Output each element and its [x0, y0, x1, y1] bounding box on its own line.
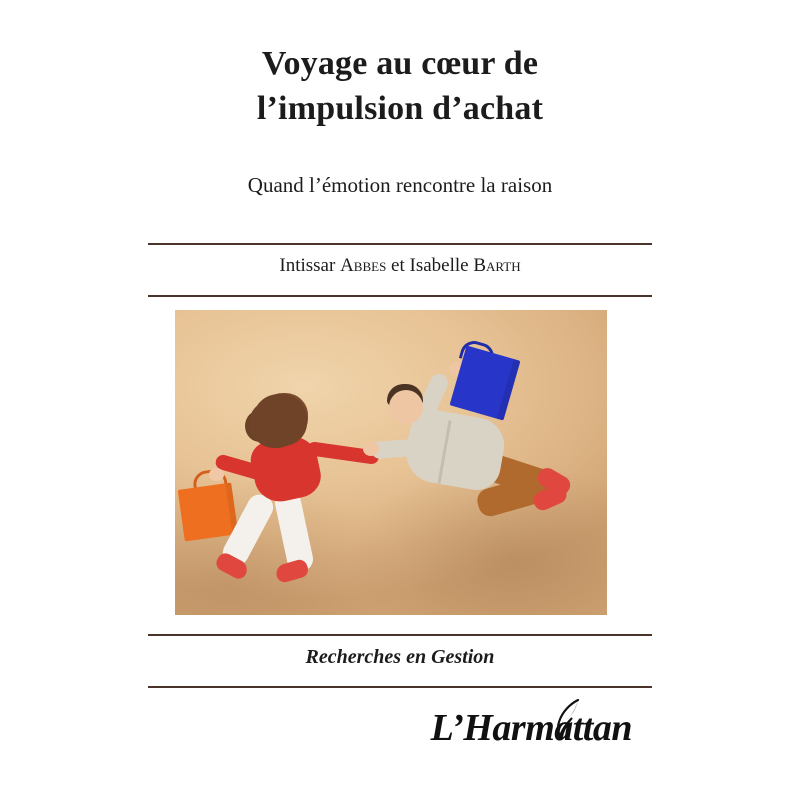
cover-front: [130, 0, 670, 800]
collection-name: Recherches en Gestion: [305, 646, 495, 668]
author-1-family: Abbes: [340, 255, 387, 276]
book-title: [150, 42, 650, 132]
author-1-given: Intissar: [279, 255, 341, 276]
divider-top-collection: [148, 634, 652, 636]
orange-shopping-bag: [178, 482, 239, 541]
book-title-line-2: l’impulsion d’achat: [256, 89, 544, 127]
book-authors: [148, 255, 652, 277]
man-lower-hand: [363, 442, 379, 456]
divider-bottom-authors: [148, 295, 652, 297]
cover-photo: [175, 310, 607, 615]
book-title-line-1: Voyage au cœur de: [261, 45, 539, 82]
man-head: [389, 390, 423, 424]
divider-top-authors: [148, 243, 652, 245]
publisher-name: L’Harmattan: [430, 707, 632, 749]
publisher-logo: [372, 706, 632, 750]
book-subtitle: Quand l’émotion rencontre la raison: [247, 173, 553, 197]
woman-hair: [253, 394, 307, 446]
woman-left-hand: [209, 468, 224, 481]
author-2-family: Barth: [473, 255, 521, 276]
divider-bottom-collection: [148, 686, 652, 688]
authors-conjunction: et Isabelle: [386, 255, 474, 276]
